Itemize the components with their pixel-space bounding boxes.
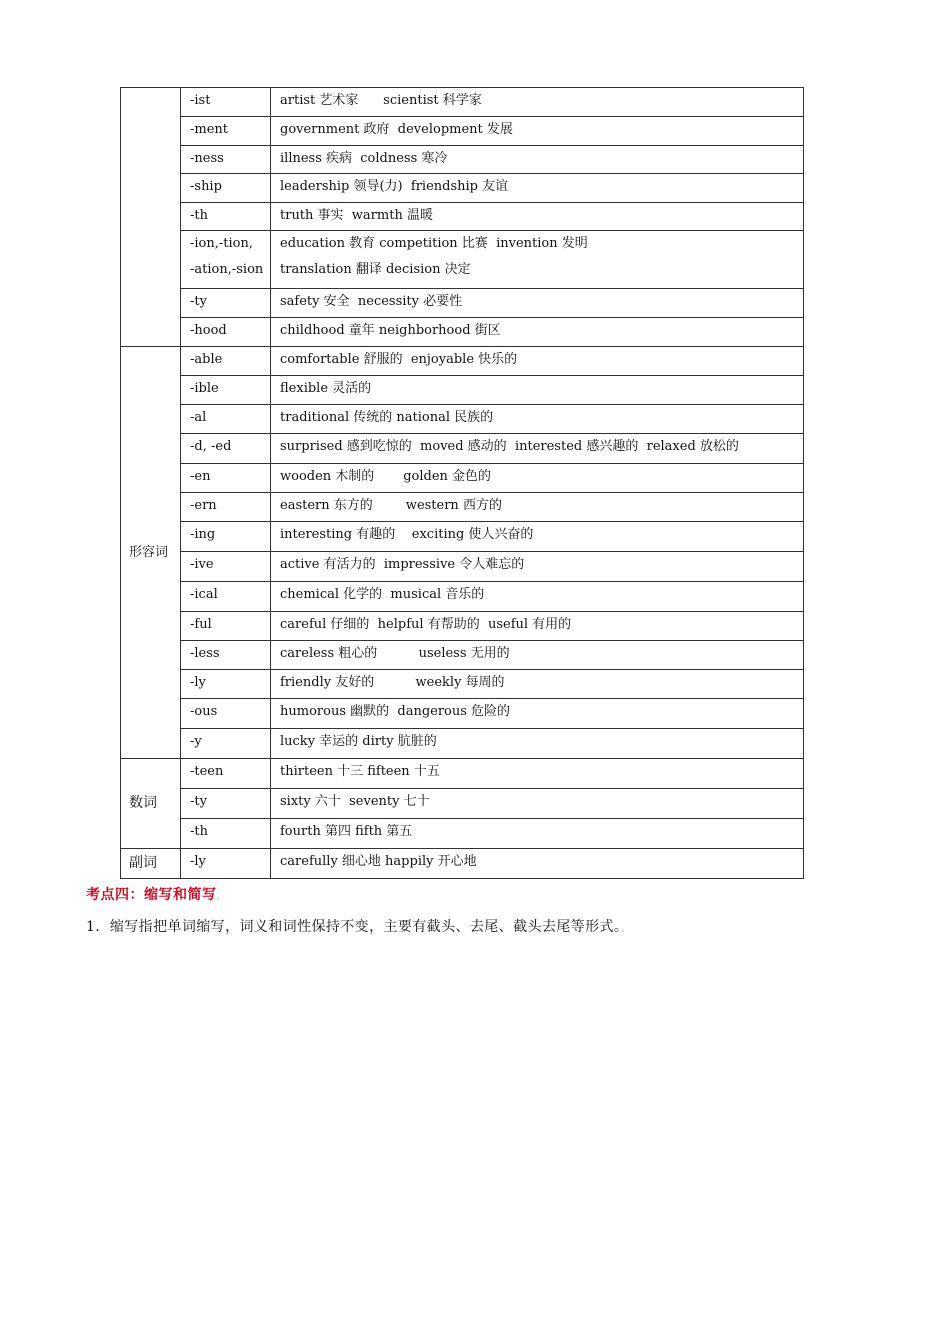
- table-row: [121, 88, 804, 117]
- examples-line: education 教育 competition 比赛 invention 发明: [280, 236, 588, 251]
- suffix-cell: -ern: [181, 493, 271, 522]
- table-row: [121, 729, 804, 759]
- suffix-line: -ation,-sion: [190, 262, 264, 277]
- point-1-text: 缩写指把单词缩写，词义和词性保持不变，主要有截头、去尾、截头去尾等形式。: [109, 919, 622, 935]
- suffix-cell: -ful: [181, 612, 271, 641]
- examples-text: careful 仔细的 helpful 有帮助的 useful 有用的: [280, 617, 572, 632]
- suffix-cell: -th: [181, 203, 271, 231]
- examples-cell: [271, 174, 804, 203]
- examples-cell: [271, 819, 804, 849]
- suffix-cell: -ly: [181, 670, 271, 699]
- examples-text: childhood 童年 neighborhood 街区: [280, 323, 501, 338]
- examples-text: careless 粗心的 useless 无用的: [280, 646, 510, 661]
- table-row: [121, 231, 804, 289]
- paragraph-marker: 。: [216, 892, 227, 902]
- examples-text: active 有活力的 impressive 令人难忘的: [280, 557, 525, 572]
- table-row: [121, 670, 804, 699]
- section-heading: [86, 884, 226, 904]
- suffix-cell: -th: [181, 819, 271, 849]
- suffix-cell: -ly: [181, 849, 271, 879]
- table-row: [121, 117, 804, 146]
- adjective-category-cell: 形容词: [121, 347, 181, 759]
- examples-text: friendly 友好的 weekly 每周的: [280, 675, 505, 690]
- examples-cell: [271, 670, 804, 699]
- table-row: [121, 641, 804, 670]
- suffix-cell: -ible: [181, 376, 271, 405]
- examples-text: comfortable 舒服的 enjoyable 快乐的: [280, 352, 518, 367]
- examples-text: humorous 幽默的 dangerous 危险的: [280, 704, 511, 719]
- suffix-cell: -ty: [181, 289, 271, 318]
- examples-cell: [271, 612, 804, 641]
- examples-cell: [271, 434, 804, 464]
- table-row: [121, 493, 804, 522]
- examples-cell: [271, 289, 804, 318]
- point-1: [86, 916, 631, 936]
- table-row: [121, 699, 804, 729]
- table-row: [121, 203, 804, 231]
- table-row: [121, 582, 804, 612]
- table-row: [121, 759, 804, 789]
- table-row: [121, 318, 804, 347]
- examples-cell: [271, 318, 804, 347]
- table-row: [121, 347, 804, 376]
- section-heading-text: 考点四：缩写和简写: [86, 887, 217, 903]
- numeral-category-cell: 数词: [121, 759, 181, 849]
- examples-text: traditional 传统的 national 民族的: [280, 410, 494, 425]
- examples-cell: [271, 849, 804, 879]
- examples-cell: [271, 231, 804, 289]
- examples-text: government 政府 development 发展: [280, 122, 513, 137]
- examples-text: illness 疾病 coldness 寒冷: [280, 151, 448, 166]
- suffix-line: -ion,-tion,: [190, 236, 253, 251]
- table-row: [121, 464, 804, 493]
- examples-cell: [271, 405, 804, 434]
- table-row: [121, 819, 804, 849]
- suffix-cell: -hood: [181, 318, 271, 347]
- examples-line: translation 翻译 decision 决定: [280, 262, 471, 277]
- examples-cell: [271, 493, 804, 522]
- suffix-cell: -ing: [181, 522, 271, 552]
- suffix-cell: -ist: [181, 88, 271, 117]
- examples-cell: [271, 88, 804, 117]
- examples-cell: [271, 117, 804, 146]
- examples-cell: [271, 464, 804, 493]
- examples-text: artist 艺术家 scientist 科学家: [280, 93, 482, 108]
- table-row: [121, 405, 804, 434]
- paragraph-marker: 。: [621, 924, 631, 934]
- examples-cell: [271, 203, 804, 231]
- noun-category-cell: [121, 88, 181, 347]
- examples-text: thirteen 十三 fifteen 十五: [280, 764, 440, 779]
- suffix-cell: -teen: [181, 759, 271, 789]
- suffix-cell: -ness: [181, 146, 271, 174]
- examples-cell: [271, 146, 804, 174]
- suffix-cell: -ty: [181, 789, 271, 819]
- suffix-cell: [181, 231, 271, 289]
- table-row: [121, 789, 804, 819]
- examples-text: eastern 东方的 western 西方的: [280, 498, 502, 513]
- suffix-cell: -en: [181, 464, 271, 493]
- suffix-cell: -al: [181, 405, 271, 434]
- table-row: [121, 552, 804, 582]
- suffix-cell: -ive: [181, 552, 271, 582]
- suffix-table: [120, 87, 804, 879]
- table-row: [121, 174, 804, 203]
- examples-text: wooden 木制的 golden 金色的: [280, 469, 492, 484]
- examples-text: leadership 领导(力) friendship 友谊: [280, 179, 509, 194]
- examples-text: surprised 感到吃惊的 moved 感动的 interested 感兴趣的 relaxed 放松的: [280, 439, 739, 454]
- suffix-cell: -less: [181, 641, 271, 670]
- suffix-table-body: [121, 88, 804, 879]
- suffix-cell: -ous: [181, 699, 271, 729]
- examples-cell: [271, 347, 804, 376]
- point-1-number: 1.: [86, 919, 101, 935]
- examples-cell: [271, 729, 804, 759]
- suffix-cell: -ship: [181, 174, 271, 203]
- examples-cell: [271, 522, 804, 552]
- table-row: [121, 146, 804, 174]
- examples-text: flexible 灵活的: [280, 381, 372, 396]
- table-row: [121, 522, 804, 552]
- suffix-cell: -able: [181, 347, 271, 376]
- table-row: [121, 376, 804, 405]
- examples-cell: [271, 641, 804, 670]
- examples-text: lucky 幸运的 dirty 肮脏的: [280, 734, 437, 749]
- examples-text: fourth 第四 fifth 第五: [280, 824, 413, 839]
- examples-text: carefully 细心地 happily 开心地: [280, 854, 477, 869]
- table-row: [121, 849, 804, 879]
- examples-cell: [271, 759, 804, 789]
- table-row: [121, 289, 804, 318]
- suffix-cell: -y: [181, 729, 271, 759]
- examples-text: truth 事实 warmth 温暖: [280, 208, 433, 223]
- examples-text: chemical 化学的 musical 音乐的: [280, 587, 485, 602]
- suffix-cell: -ment: [181, 117, 271, 146]
- suffix-cell: -ical: [181, 582, 271, 612]
- examples-cell: [271, 552, 804, 582]
- adverb-category-cell: 副词: [121, 849, 181, 879]
- table-row: [121, 434, 804, 464]
- examples-cell: [271, 789, 804, 819]
- examples-cell: [271, 699, 804, 729]
- examples-text: sixty 六十 seventy 七十: [280, 794, 430, 809]
- examples-cell: [271, 582, 804, 612]
- examples-cell: [271, 376, 804, 405]
- table-row: [121, 612, 804, 641]
- suffix-cell: -d, -ed: [181, 434, 271, 464]
- examples-text: safety 安全 necessity 必要性: [280, 294, 463, 309]
- examples-text: interesting 有趣的 exciting 使人兴奋的: [280, 527, 534, 542]
